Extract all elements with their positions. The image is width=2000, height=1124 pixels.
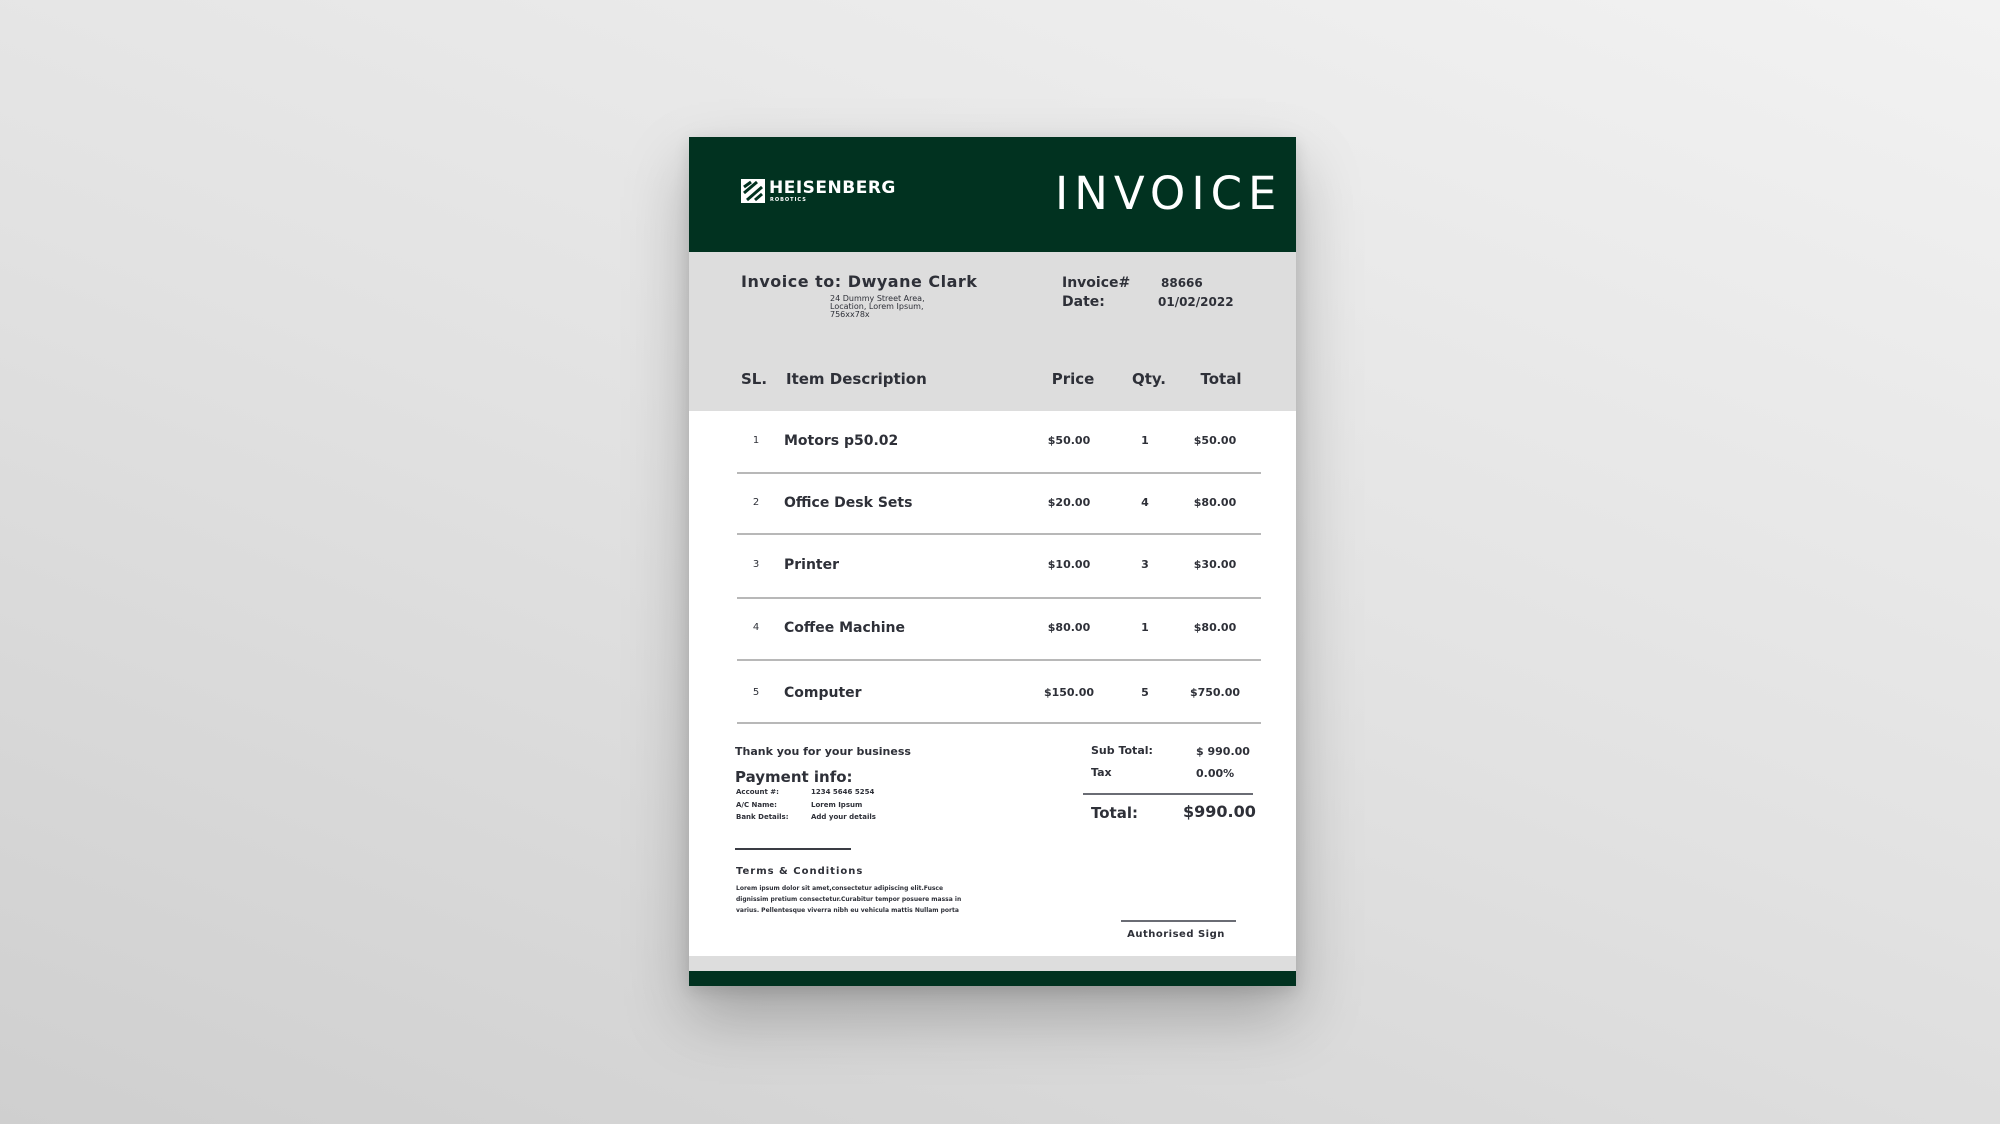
terms-text: Lorem ipsum dolor sit amet,consectetur adipiscing elit.Fusce dignissim pretium consectetur.Curabitur tempor posuere massa in varius. Pellentesque viverra nibh eu vehicula mattis Nullam porta [736, 885, 962, 914]
row-total: $750.00 [1189, 686, 1241, 699]
row-sl: 1 [752, 435, 760, 446]
payment-info-title: Payment info: [735, 768, 853, 786]
brand-name: HEISENBERG [769, 178, 896, 198]
invoice-number-label: Invoice# [1062, 275, 1131, 291]
invoice-number: 88666 [1161, 276, 1203, 290]
invoice-document: HEISENBERG ROBOTICS INVOICE Invoice to: Dwyane Clark 24 Dummy Street Area, Location, Lorem Ipsum, 756xx78x Invoice# 88666 Date: 01/02/2022 SL. Item Description Price Qty. Total 1 Motors p50.02 $50.00 1 $50.00 2 Office Desk Sets $20.00 4 $80.00 3 Printer $10.00 3 $30.00 4 Coffee Machine $80.00 1 $80.00 5 Computer $150.00 5 $750.00 Thank you for your business Payment info: Account #: 1234 5646 5254 A/C Name: Lorem Ipsum Bank Details: Add your details Terms & Conditions Lorem ipsum dolor sit amet,consectetur adipiscing elit.Fusce dignissim pretium consectetur.Curabitur tempor posuere massa in varius. Pellentesque viverra nibh eu vehicula mattis Nullam porta Sub Total: $ 990.00 Tax 0.00% Total: $990.00 Authorised Sign [689, 137, 1296, 986]
customer-name: Dwyane Clark [847, 272, 978, 291]
row-price: $20.00 [1047, 496, 1091, 509]
row-price: $150.00 [1043, 686, 1095, 699]
row-divider [737, 472, 1261, 474]
row-sl: 4 [752, 622, 760, 633]
bill-to: Invoice to: Dwyane Clark [741, 272, 978, 291]
total-label: Total: [1091, 804, 1138, 822]
row-total: $30.00 [1193, 558, 1237, 571]
row-total: $50.00 [1193, 434, 1237, 447]
authorised-sign: Authorised Sign [1127, 929, 1225, 940]
row-description: Computer [784, 685, 862, 701]
grand-total: $990.00 [1183, 802, 1256, 821]
row-total: $80.00 [1193, 496, 1237, 509]
footer-strip [689, 956, 1296, 971]
date-label: Date: [1062, 294, 1105, 310]
divider [735, 848, 851, 850]
row-price: $10.00 [1047, 558, 1091, 571]
row-qty: 1 [1141, 621, 1149, 634]
invoice-date: 01/02/2022 [1158, 295, 1234, 309]
row-qty: 4 [1141, 496, 1149, 509]
row-qty: 3 [1141, 558, 1149, 571]
terms-title: Terms & Conditions [736, 866, 864, 877]
thank-you-note: Thank you for your business [735, 745, 911, 758]
brand-sub: ROBOTICS [770, 197, 807, 203]
row-sl: 3 [752, 559, 760, 570]
row-sl: 2 [752, 497, 760, 508]
row-description: Printer [784, 557, 840, 573]
row-total: $80.00 [1193, 621, 1237, 634]
row-description: Motors p50.02 [784, 433, 899, 449]
row-divider [737, 533, 1261, 535]
row-divider [737, 722, 1261, 724]
row-sl: 5 [752, 687, 760, 698]
logo-icon [741, 179, 765, 203]
customer-address: 24 Dummy Street Area, Location, Lorem Ipsum, 756xx78x [830, 294, 925, 319]
invoice-title: INVOICE [1055, 167, 1283, 220]
row-description: Office Desk Sets [784, 495, 913, 511]
signature-line [1121, 920, 1236, 922]
row-price: $50.00 [1047, 434, 1091, 447]
row-price: $80.00 [1047, 621, 1091, 634]
row-divider [737, 597, 1261, 599]
row-description: Coffee Machine [784, 620, 906, 636]
row-divider [737, 659, 1261, 661]
footer-bar [689, 971, 1296, 986]
row-qty: 1 [1141, 434, 1149, 447]
row-qty: 5 [1141, 686, 1149, 699]
